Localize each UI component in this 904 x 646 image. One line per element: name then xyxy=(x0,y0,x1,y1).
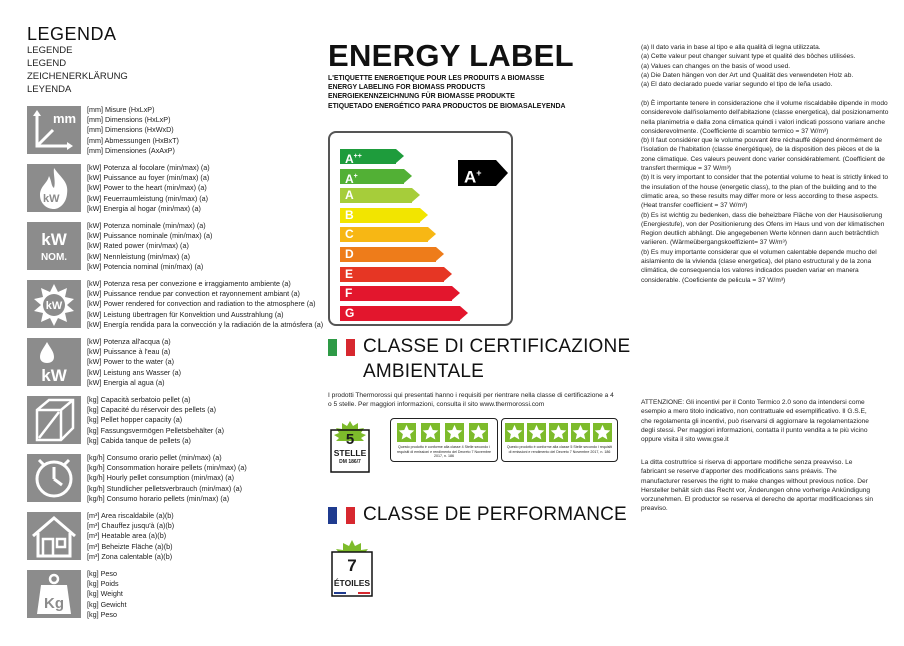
energy-class-arrow xyxy=(460,306,468,320)
france-flag-stripe xyxy=(337,507,346,524)
legend-line: [kW] Rated power (min/max) (a) xyxy=(87,241,189,251)
italy-flag-stripe xyxy=(337,339,346,356)
nominal-power-icon xyxy=(27,222,81,270)
energy-class-letter: A xyxy=(345,188,354,203)
legend-row xyxy=(27,570,327,622)
note-b-en: (b) It is very important to consider that the potential volume to heat is strictly linked to the insulation of the house (energetic class), to the plan of the building and to the climatic area, so these results may differ more or less according to these aspects. (Heat transfer coefficient = 37 W/m³) xyxy=(641,174,889,210)
dimensions-icon xyxy=(27,106,81,154)
legend-title: LEGENDA xyxy=(27,24,117,44)
consumption-icon xyxy=(27,454,81,502)
legend-row xyxy=(27,222,327,274)
legend-row xyxy=(27,280,327,332)
legend-line: [kW] Potenza resa per convezione e irraggiamento ambiente (a) xyxy=(87,279,291,288)
notes-a xyxy=(641,43,891,89)
four-star-badge-text: Questo prodotto è conforme alla classe 4 Stelle secondo i requisiti di emissioni e rendimento del Decreto 7 Novembre 2017, n. 186 xyxy=(396,445,492,459)
italy-flag-icon xyxy=(328,339,355,356)
legend-subtitle: ZEICHENERKLÄRUNG xyxy=(27,71,128,82)
legend-row xyxy=(27,164,327,216)
performance-heading: CLASSE DE PERFORMANCE xyxy=(363,504,627,525)
energy-class-arrow xyxy=(452,286,460,300)
legend-line: [mm] Dimensiones (AxAxP) xyxy=(87,145,175,155)
energy-class-bar xyxy=(340,267,444,282)
note-line: (a) Cette valeur peut changer suivant type et qualité des bôches utilisées. xyxy=(641,53,856,61)
legend-line: [kW] Power rendered for convection and radiation to the atmosphere (a) xyxy=(87,299,316,309)
legend-row xyxy=(27,338,327,390)
energy-class-letter: F xyxy=(345,286,353,301)
legend-line: [kg/h] Hourly pellet consumption (min/max) (a) xyxy=(87,473,234,483)
svg-text:kW: kW xyxy=(41,230,67,249)
weight-icon xyxy=(27,570,81,618)
house-area-icon xyxy=(27,512,81,560)
five-star-badge-text: Questo prodotto è conforme alla classe 5 Stelle secondo i requisiti di emissioni e rendimento del Decreto 7 Novembre 2017, n. 186 xyxy=(506,445,613,454)
legend-line: [kg] Peso xyxy=(87,609,117,619)
legend-subtitle: LEYENDA xyxy=(27,84,72,95)
svg-text:NOM.: NOM. xyxy=(40,252,68,263)
legend-line: [kW] Energia al agua (a) xyxy=(87,377,165,387)
notes-b xyxy=(641,99,891,285)
convection-power-icon-text: kW xyxy=(45,300,63,312)
stelle-dm: DM 186/7 xyxy=(339,459,361,465)
fire-power-icon xyxy=(27,164,81,212)
legend-line: [kg] Capacità serbatoio pellet (a) xyxy=(87,395,191,404)
legend-line: [kW] Potencia nominal (min/max) (a) xyxy=(87,261,204,271)
energy-class-bar xyxy=(340,247,436,262)
energy-class-letter: A xyxy=(345,171,354,186)
star-icon xyxy=(527,423,546,442)
energy-class-arrow xyxy=(404,169,412,183)
convection-power-icon xyxy=(27,280,81,328)
energy-class-bar xyxy=(340,169,404,184)
note-b-de: (b) Es ist wichtig zu bedenken, dass die beheizbare Fläche von der Hausisolierung (Energiestufe), von der Positionierung des Ofens im Haus und von der klimatischen Region deutlich abhängt. Die angegebenen Werte können dann auch beträchtlich variieren. (Wärmeübergangskoeffizient= 37 W/m³) xyxy=(641,211,885,247)
legend-line: [kW] Potenza al focolare (min/max) (a) xyxy=(87,163,210,172)
energy-class-bar xyxy=(340,208,420,223)
energy-class-arrow xyxy=(412,188,420,202)
five-star-row xyxy=(505,423,615,443)
italy-flag-stripe xyxy=(346,339,355,356)
legend-line: [mm] Misure (HxLxP) xyxy=(87,105,155,114)
energy-label-title: ENERGY LABEL xyxy=(328,38,574,73)
note-line: (a) Die Daten hängen von der Art und Qualität des verwendeten Holz ab. xyxy=(641,71,854,79)
note-line: (a) El dato declarado puede variar segundo el tipo de leña usado. xyxy=(641,81,833,89)
energy-rating-arrow xyxy=(496,160,508,186)
note-b-es: (b) Es muy importante considerar que el volumen calentable depende mucho del aislamiento de la vivienda (clase energetica), del plano estructural y de la zona climática, de consequencia los valores indicados pueden variar en manera considerable. (Coeficiente de pelicula = 37 W/m³) xyxy=(641,248,877,284)
etoiles-emblem xyxy=(328,540,376,600)
legend-subtitle: LEGEND xyxy=(27,58,67,69)
legend-line: [m³] Beheizte Fläche (a)(b) xyxy=(87,541,173,551)
legend-row xyxy=(27,454,327,506)
legend-row xyxy=(27,106,327,158)
stelle-label: STELLE xyxy=(333,448,367,458)
legend-line: [kW] Puissance à l'eau (a) xyxy=(87,347,171,357)
energy-class-sup: ++ xyxy=(353,153,362,160)
energy-class-sup: + xyxy=(353,172,358,180)
legend-row xyxy=(27,396,327,448)
energy-label-subtitle: ETIQUETADO ENERGÉTICO PARA PRODUCTOS DE BIOMASALEYENDA xyxy=(328,102,566,110)
energy-label-subtitle: L'ETIQUETTE ENERGETIQUE POUR LES PRODUITS A BIOMASSE xyxy=(328,75,545,82)
energy-class-letter: A xyxy=(345,152,354,166)
energy-rating-base: A xyxy=(464,167,477,187)
legend-line: [kW] Feuerraumleistung (min/max) (a) xyxy=(87,193,209,203)
star-icon xyxy=(505,423,524,442)
star-icon xyxy=(571,423,590,442)
energy-class-bar xyxy=(340,149,396,164)
legend-line: [m³] Area riscaldabile (a)(b) xyxy=(87,511,174,520)
energy-rating-sup: + xyxy=(476,168,482,178)
legend-row xyxy=(27,512,327,564)
france-flag-icon xyxy=(328,507,355,524)
legend-line: [mm] Abmessungen (HxBxT) xyxy=(87,135,179,145)
legend-line: [m³] Chauffez jusqu'à (a)(b) xyxy=(87,521,175,531)
legend-line: [kW] Nennleistung (min/max) (a) xyxy=(87,251,191,261)
legend-subtitle: LEGENDE xyxy=(27,45,73,56)
energy-class-bar xyxy=(340,286,452,301)
legend-line: [kg/h] Consumo horario pellets (min/max) (a) xyxy=(87,493,230,503)
star-icon xyxy=(421,423,440,442)
note-line: (a) Il dato varia in base al tipo e alla qualità di legna utilizzata. xyxy=(641,44,821,51)
four-star-row xyxy=(397,423,493,443)
energy-label-subtitles xyxy=(328,74,566,111)
star-icon xyxy=(445,423,464,442)
certification-heading-line1: CLASSE DI CERTIFICAZIONE xyxy=(363,336,631,357)
legend-line: [kg] Weight xyxy=(87,589,123,599)
disclaimer-note: La ditta costruttrice si riserva di apportare modifiche senza preavviso. Le fabricant se reserve d'apporter des modifications sans préavis. The manufacturer reserves the right to make changes without previous notice. Der Hersteller behält sich das Recht vor, Änderungen ohne vorherige Ankündigung vorzunehmen. El productor se reserva el derecho de aportar modificaciones sin preaviso. xyxy=(641,459,874,513)
energy-class-bar xyxy=(340,227,428,242)
four-star-badge xyxy=(390,418,498,462)
legend-line: [kW] Energía rendida para la convección y la radiación de la atmósfera (a) xyxy=(87,319,324,329)
weight-icon-text: Kg xyxy=(44,595,64,612)
legend-line: [mm] Dimensions (HxLxP) xyxy=(87,115,171,125)
energy-class-arrow xyxy=(436,247,444,261)
certification-text: I prodotti Thermorossi qui presentati hanno i requisiti per rientrare nella classe di certificazione a 4 o 5 stelle. Per maggiori informazioni, consulta il sito www.thermorossi.com xyxy=(328,392,614,409)
energy-class-letter: G xyxy=(345,305,355,320)
dimensions-icon-text: mm xyxy=(53,111,77,126)
energy-class-arrow xyxy=(444,267,452,281)
etoiles-label: ÉTOILES xyxy=(333,578,371,588)
five-star-badge xyxy=(501,418,618,462)
energy-class-bar xyxy=(340,306,460,321)
legend-line: [mm] Dimensions (HxWxD) xyxy=(87,125,174,135)
legend-line: [kW] Puissance au foyer (min/max) (a) xyxy=(87,173,210,183)
legend-line: [kg] Poids xyxy=(87,579,119,589)
energy-rating-badge xyxy=(458,160,496,186)
note-b-fr: (b) Il faut considérer que le volume pouvant être réchauffé dépend énormément de l'isolation de l'habitation (classe énergétique), de la disposition des pièces et de la zone climatique. Ces valeurs peuvent donc varier considérablement. (Coefficient de transfert thermique = 37 W/m³) xyxy=(641,137,885,173)
energy-label-subtitle: ENERGY LABELING FOR BIOMASS PRODUCTS xyxy=(328,84,486,92)
note-b-it: (b) È importante tenere in considerazione che il volume riscaldabile dipende in modo considerevole dall'isolamento dell'abitazione (classe energetica), dal posizionamento nella planimetria e dalla zona climatica quindi i valori indicati possono variare anche considerevolmente. (Coefficiente di scambio termico = 37 W/m³) xyxy=(641,100,889,135)
italy-flag-stripe xyxy=(328,339,337,356)
energy-class-letter: E xyxy=(345,266,354,281)
legend-line: [kg] Fassungsvermögen Pelletsbehälter (a) xyxy=(87,425,225,435)
legend-line: [kW] Energia al hogar (min/max) (a) xyxy=(87,203,201,213)
energy-class-letter: B xyxy=(345,207,354,222)
fire-power-icon-text: kW xyxy=(43,193,60,205)
france-flag-stripe xyxy=(328,507,337,524)
energy-class-letter: C xyxy=(345,227,354,242)
star-icon xyxy=(593,423,612,442)
legend-line: [kW] Power to the heart (min/max) (a) xyxy=(87,183,207,193)
energy-class-letter: D xyxy=(345,247,354,261)
attention-note: ATTENZIONE: Gli incentivi per il Conto Termico 2.0 sono da intendersi come esempio a mero titolo indicativo, non contrattuale ed esemplificativo. Il G.S.E, che regolamenta gli incentivi, può riservarsi di aggiornare la regolamentazione degli stessi. Per maggiori informazioni, contatta il punto vendita a te più vicino oppure visita il sito www.gse.it xyxy=(641,399,869,444)
legend-line: [kg] Capacité du réservoir des pellets (a) xyxy=(87,405,217,415)
legend-line: [kW] Leistung übertragen für Konvektion und Ausstrahlung (a) xyxy=(87,309,284,319)
energy-class-arrow xyxy=(396,149,404,163)
certification-heading-line2: AMBIENTALE xyxy=(363,361,484,382)
water-power-icon xyxy=(27,338,81,386)
legend-line: [m³] Zona calentable (a)(b) xyxy=(87,551,173,561)
energy-class-bar xyxy=(340,188,412,203)
legend-line: [kg] Pellet hopper capacity (a) xyxy=(87,415,183,425)
legend-line: [kW] Puissance rendue par convection et rayonnement ambiant (a) xyxy=(87,289,300,299)
note-line: (a) Values can changes on the basis of wood used. xyxy=(641,62,791,70)
energy-label-subtitle: ENERGIEKENNZEICHNUNG FÜR BIOMASSE PRODUKTE xyxy=(328,93,515,101)
energy-class-arrow xyxy=(420,208,428,222)
legend-line: [kg] Gewicht xyxy=(87,599,127,609)
water-power-icon-text: kW xyxy=(41,366,67,385)
energy-class-arrow xyxy=(428,227,436,241)
stelle-emblem xyxy=(328,421,372,473)
star-icon xyxy=(397,423,416,442)
legend-line: [kg] Peso xyxy=(87,569,117,578)
pellet-tank-icon xyxy=(27,396,81,444)
legend-line: [kg] Cabida tanque de pellets (a) xyxy=(87,435,191,445)
legend-line: [kW] Potenza all'acqua (a) xyxy=(87,337,171,346)
star-icon xyxy=(469,423,488,442)
star-icon xyxy=(549,423,568,442)
legend-line: [kg/h] Consommation horaire pellets (min/max) (a) xyxy=(87,463,247,473)
legend-line: [kg/h] Stundlicher pelletsverbrauch (min/max) (a) xyxy=(87,483,242,493)
legend-line: [kW] Power to the water (a) xyxy=(87,357,175,367)
france-flag-stripe xyxy=(346,507,355,524)
legend-line: [m³] Heatable area (a)(b) xyxy=(87,531,167,541)
legend-line: [kW] Puissance nominale (min/max) (a) xyxy=(87,231,213,241)
legend-line: [kg/h] Consumo orario pellet (min/max) (a) xyxy=(87,453,222,462)
legend-line: [kW] Potenza nominale (min/max) (a) xyxy=(87,221,206,230)
etoiles-number: 7 xyxy=(347,556,357,575)
stelle-number: 5 xyxy=(345,431,355,448)
legend-line: [kW] Leistung ans Wasser (a) xyxy=(87,367,181,377)
